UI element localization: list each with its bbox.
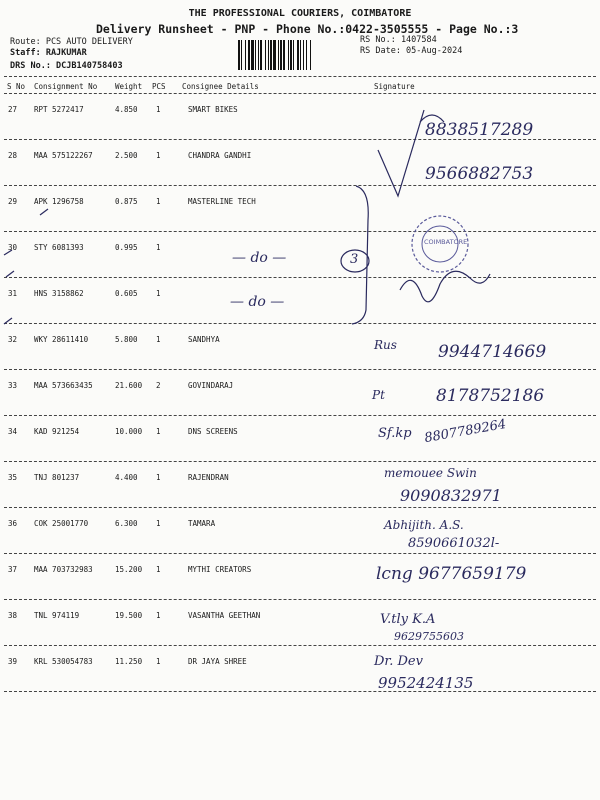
drs-number: DRS No.: DCJB140758403 bbox=[10, 61, 123, 71]
cell-weight: 6.300 bbox=[115, 519, 138, 528]
signature-phone: 8838517289 bbox=[425, 120, 534, 140]
signature-name: Dr. Dev bbox=[374, 654, 423, 669]
cell-weight: 5.800 bbox=[115, 335, 138, 344]
staff-label: Staff: RAJKUMAR bbox=[10, 48, 87, 58]
signature-name: Pt bbox=[372, 388, 385, 402]
signature-phone: lcng 9677659179 bbox=[376, 564, 527, 584]
cell-pcs: 1 bbox=[156, 197, 161, 206]
route-label: Route: PCS AUTO DELIVERY bbox=[10, 37, 133, 47]
cell-consignment: KRL 530054783 bbox=[34, 657, 93, 666]
cell-weight: 21.600 bbox=[115, 381, 143, 390]
cell-sno: 32 bbox=[8, 335, 18, 344]
cell-consignee: GOVINDARAJ bbox=[188, 381, 234, 390]
cell-weight: 4.850 bbox=[115, 105, 138, 114]
cell-sno: 34 bbox=[8, 427, 18, 436]
cell-consignee: RAJENDRAN bbox=[188, 473, 229, 482]
rs-date: RS Date: 05-Aug-2024 bbox=[360, 46, 463, 56]
tick-mark bbox=[40, 209, 48, 215]
col-header-weight: Weight bbox=[115, 82, 143, 91]
cell-sno: 31 bbox=[8, 289, 18, 298]
cell-sno: 38 bbox=[8, 611, 18, 620]
cell-consignee: MASTERLINE TECH bbox=[188, 197, 256, 206]
cell-pcs: 1 bbox=[156, 473, 161, 482]
cell-consignment: HNS 3158862 bbox=[34, 289, 84, 298]
cell-consignee: MYTHI CREATORS bbox=[188, 565, 252, 574]
cell-weight: 15.200 bbox=[115, 565, 143, 574]
signature-phone: 9944714669 bbox=[438, 342, 547, 362]
cell-consignment: RPT 5272417 bbox=[34, 105, 84, 114]
ditto-mark: — do — bbox=[232, 250, 287, 266]
signature-phone: 9090832971 bbox=[400, 486, 502, 505]
cell-sno: 39 bbox=[8, 657, 18, 666]
cell-consignee: SMART BIKES bbox=[188, 105, 238, 114]
cell-consignment: APK 1296758 bbox=[34, 197, 84, 206]
cell-consignment: MAA 703732983 bbox=[34, 565, 93, 574]
signature-phone: 9566882753 bbox=[425, 164, 534, 184]
cell-consignee: DNS SCREENS bbox=[188, 427, 238, 436]
cell-pcs: 1 bbox=[156, 105, 161, 114]
signature-name: Abhijith. A.S. bbox=[384, 518, 464, 532]
cell-pcs: 1 bbox=[156, 565, 161, 574]
signature-phone: 8807789264 bbox=[423, 416, 508, 447]
cell-pcs: 1 bbox=[156, 657, 161, 666]
col-header-sno: S No bbox=[7, 82, 26, 91]
cell-consignee: TAMARA bbox=[188, 519, 216, 528]
cell-weight: 19.500 bbox=[115, 611, 143, 620]
circled-count: 3 bbox=[350, 252, 359, 267]
cell-consignment: TNL 974119 bbox=[34, 611, 80, 620]
cell-weight: 11.250 bbox=[115, 657, 143, 666]
signature-name: Sf.kp bbox=[378, 426, 412, 441]
cell-sno: 37 bbox=[8, 565, 18, 574]
cell-pcs: 1 bbox=[156, 335, 161, 344]
cell-consignee: DR JAYA SHREE bbox=[188, 657, 247, 666]
cell-pcs: 1 bbox=[156, 289, 161, 298]
cell-consignment: COK 25001770 bbox=[34, 519, 89, 528]
cell-weight: 2.500 bbox=[115, 151, 138, 160]
cell-weight: 0.995 bbox=[115, 243, 138, 252]
cell-pcs: 2 bbox=[156, 381, 161, 390]
signature-name: V.tly K.A bbox=[380, 612, 436, 627]
cell-consignee: VASANTHA GEETHAN bbox=[188, 611, 261, 620]
cell-pcs: 1 bbox=[156, 611, 161, 620]
cell-consignee: CHANDRA GANDHI bbox=[188, 151, 252, 160]
cell-consignee: SANDHYA bbox=[188, 335, 220, 344]
cell-consignment: MAA 573663435 bbox=[34, 381, 93, 390]
cell-weight: 0.875 bbox=[115, 197, 138, 206]
cell-pcs: 1 bbox=[156, 427, 161, 436]
cell-weight: 0.605 bbox=[115, 289, 138, 298]
cell-sno: 27 bbox=[8, 105, 18, 114]
cell-consignment: MAA 575122267 bbox=[34, 151, 93, 160]
cell-pcs: 1 bbox=[156, 519, 161, 528]
signature-phone: 9629755603 bbox=[394, 630, 464, 643]
signature-scribble bbox=[400, 271, 490, 302]
col-header-pcs: PCS bbox=[152, 82, 166, 91]
company-title: THE PROFESSIONAL COURIERS, COIMBATORE bbox=[188, 8, 412, 19]
col-header-consignment: Consignment No bbox=[34, 82, 98, 91]
cell-sno: 28 bbox=[8, 151, 18, 160]
runsheet-title: Delivery Runsheet - PNP - Phone No.:0422-3505555 - Page No.:3 bbox=[96, 22, 519, 36]
cell-sno: 35 bbox=[8, 473, 18, 482]
signature-name: Rus bbox=[374, 338, 397, 352]
cell-sno: 36 bbox=[8, 519, 18, 528]
cell-pcs: 1 bbox=[156, 151, 161, 160]
cell-sno: 30 bbox=[8, 243, 18, 252]
col-header-signature: Signature bbox=[374, 82, 415, 91]
tick-mark bbox=[6, 271, 14, 277]
check-mark bbox=[378, 110, 424, 196]
cell-pcs: 1 bbox=[156, 243, 161, 252]
cell-sno: 33 bbox=[8, 381, 18, 390]
tick-mark bbox=[4, 250, 12, 255]
cell-weight: 4.400 bbox=[115, 473, 138, 482]
signature-phone: 8178752186 bbox=[436, 386, 545, 406]
cell-weight: 10.000 bbox=[115, 427, 143, 436]
cell-consignment: WKY 28611410 bbox=[34, 335, 89, 344]
signature-phone: 9952424135 bbox=[378, 674, 474, 692]
signature-name: memouee Swin bbox=[384, 466, 477, 480]
cell-consignment: TNJ 801237 bbox=[34, 473, 80, 482]
cell-consignment: KAD 921254 bbox=[34, 427, 80, 436]
cell-consignment: STY 6081393 bbox=[34, 243, 84, 252]
cell-sno: 29 bbox=[8, 197, 18, 206]
rs-number: RS No.: 1407584 bbox=[360, 35, 437, 45]
col-header-consignee: Consignee Details bbox=[182, 82, 259, 91]
ditto-mark: — do — bbox=[230, 294, 285, 310]
tick-mark bbox=[4, 318, 12, 324]
signature-phone: 8590661032l- bbox=[408, 536, 500, 551]
stamp-text: COIMBATORE bbox=[424, 238, 468, 246]
